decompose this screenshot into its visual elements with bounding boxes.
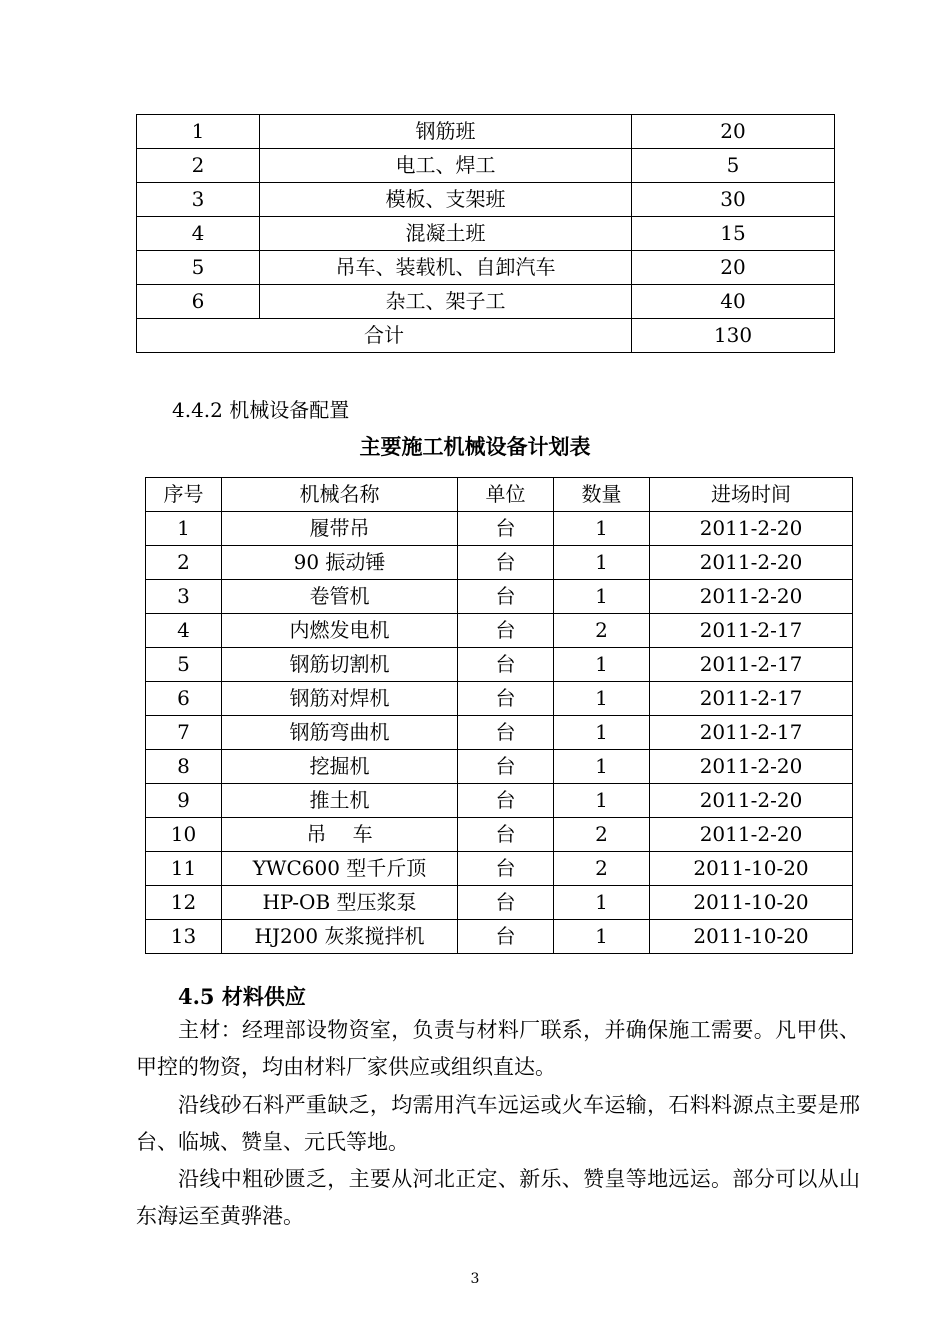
row-number: 8 — [146, 750, 222, 784]
unit: 台 — [458, 784, 554, 818]
entry-date: 2011-2-20 — [650, 580, 853, 614]
crew-name: 杂工、架子工 — [260, 285, 632, 319]
paragraph-sand-supply: 沿线中粗砂匮乏，主要从河北正定、新乐、赞皇等地远运。部分可以从山东海运至黄骅港。 — [136, 1167, 860, 1228]
table-row — [146, 580, 853, 614]
row-number: 6 — [146, 682, 222, 716]
table-row — [146, 750, 853, 784]
table-row — [146, 818, 853, 852]
machine-name: 钢筋对焊机 — [222, 682, 458, 716]
unit: 台 — [458, 682, 554, 716]
header-cell: 序号 — [146, 478, 222, 512]
quantity: 1 — [554, 580, 650, 614]
section-heading-4-5: 4.5 材料供应 — [178, 984, 306, 1009]
crew-count: 40 — [632, 285, 835, 319]
crew-name: 钢筋班 — [260, 115, 632, 149]
crew-count: 20 — [632, 115, 835, 149]
machine-name: 挖掘机 — [222, 750, 458, 784]
crew-name: 电工、焊工 — [260, 149, 632, 183]
paragraph-gravel-supply: 沿线砂石料严重缺乏，均需用汽车远运或火车运输，石料料源点主要是邢台、临城、赞皇、元氏等地。 — [136, 1093, 860, 1154]
row-number: 9 — [146, 784, 222, 818]
entry-date: 2011-2-17 — [650, 648, 853, 682]
unit: 台 — [458, 920, 554, 954]
table-row — [146, 614, 853, 648]
row-number: 11 — [146, 852, 222, 886]
unit: 台 — [458, 750, 554, 784]
quantity: 1 — [554, 716, 650, 750]
row-number: 5 — [146, 648, 222, 682]
machine-name: HP-OB 型压浆泵 — [222, 886, 458, 920]
quantity: 1 — [554, 546, 650, 580]
row-number: 4 — [146, 614, 222, 648]
quantity: 1 — [554, 750, 650, 784]
equipment-table-title: 主要施工机械设备计划表 — [359, 434, 591, 459]
machine-name: 内燃发电机 — [222, 614, 458, 648]
crew-name: 吊车、装载机、自卸汽车 — [260, 251, 632, 285]
row-number: 2 — [137, 149, 260, 183]
entry-date: 2011-10-20 — [650, 886, 853, 920]
total-value: 130 — [632, 319, 835, 353]
table-row — [146, 546, 853, 580]
row-number: 5 — [137, 251, 260, 285]
row-number: 13 — [146, 920, 222, 954]
machine-name: 推土机 — [222, 784, 458, 818]
machine-name: HJ200 灰浆搅拌机 — [222, 920, 458, 954]
entry-date: 2011-10-20 — [650, 852, 853, 886]
table-row — [137, 183, 835, 217]
crew-count: 15 — [632, 217, 835, 251]
entry-date: 2011-2-20 — [650, 512, 853, 546]
table-row — [146, 512, 853, 546]
crew-name: 模板、支架班 — [260, 183, 632, 217]
unit: 台 — [458, 512, 554, 546]
total-row — [137, 319, 835, 353]
table-row — [137, 115, 835, 149]
row-number: 1 — [137, 115, 260, 149]
quantity: 1 — [554, 682, 650, 716]
unit: 台 — [458, 818, 554, 852]
table-row — [146, 852, 853, 886]
quantity: 1 — [554, 512, 650, 546]
unit: 台 — [458, 716, 554, 750]
machine-name: 钢筋切割机 — [222, 648, 458, 682]
entry-date: 2011-2-17 — [650, 682, 853, 716]
row-number: 4 — [137, 217, 260, 251]
table-row — [137, 251, 835, 285]
unit: 台 — [458, 648, 554, 682]
section-heading-4-4-2: 4.4.2 机械设备配置 — [172, 398, 350, 422]
page-number: 3 — [470, 1271, 480, 1287]
quantity: 1 — [554, 886, 650, 920]
quantity: 2 — [554, 614, 650, 648]
entry-date: 2011-2-20 — [650, 818, 853, 852]
table-row — [146, 920, 853, 954]
unit: 台 — [458, 614, 554, 648]
table-row — [146, 716, 853, 750]
machine-name: 90 振动锤 — [222, 546, 458, 580]
total-label: 合计 — [137, 319, 632, 353]
machine-name: 吊 车 — [222, 818, 458, 852]
row-number: 12 — [146, 886, 222, 920]
crew-count: 20 — [632, 251, 835, 285]
quantity: 2 — [554, 818, 650, 852]
unit: 台 — [458, 886, 554, 920]
header-cell: 机械名称 — [222, 478, 458, 512]
unit: 台 — [458, 546, 554, 580]
row-number: 1 — [146, 512, 222, 546]
machine-name: YWC600 型千斤顶 — [222, 852, 458, 886]
row-number: 2 — [146, 546, 222, 580]
table-row — [137, 149, 835, 183]
table-row — [146, 648, 853, 682]
machine-name: 钢筋弯曲机 — [222, 716, 458, 750]
table-row — [137, 285, 835, 319]
row-number: 7 — [146, 716, 222, 750]
paragraph-main-materials: 主材：经理部设物资室，负责与材料厂联系，并确保施工需要。凡甲供、甲控的物资，均由材料厂家供应或组织直达。 — [136, 1018, 860, 1079]
machine-name: 卷管机 — [222, 580, 458, 614]
unit: 台 — [458, 852, 554, 886]
quantity: 1 — [554, 920, 650, 954]
entry-date: 2011-2-20 — [650, 546, 853, 580]
quantity: 1 — [554, 784, 650, 818]
entry-date: 2011-10-20 — [650, 920, 853, 954]
entry-date: 2011-2-20 — [650, 784, 853, 818]
unit: 台 — [458, 580, 554, 614]
crew-count: 30 — [632, 183, 835, 217]
quantity: 2 — [554, 852, 650, 886]
crew-name: 混凝土班 — [260, 217, 632, 251]
header-cell: 进场时间 — [650, 478, 853, 512]
machine-name: 履带吊 — [222, 512, 458, 546]
table-row — [146, 682, 853, 716]
table-row — [146, 886, 853, 920]
table-row — [137, 217, 835, 251]
header-cell: 数量 — [554, 478, 650, 512]
row-number: 10 — [146, 818, 222, 852]
labor-table — [136, 114, 835, 353]
equipment-table — [145, 477, 853, 954]
quantity: 1 — [554, 648, 650, 682]
row-number: 3 — [137, 183, 260, 217]
entry-date: 2011-2-20 — [650, 750, 853, 784]
table-row — [146, 784, 853, 818]
table-header-row — [146, 478, 853, 512]
crew-count: 5 — [632, 149, 835, 183]
row-number: 6 — [137, 285, 260, 319]
entry-date: 2011-2-17 — [650, 614, 853, 648]
header-cell: 单位 — [458, 478, 554, 512]
entry-date: 2011-2-17 — [650, 716, 853, 750]
row-number: 3 — [146, 580, 222, 614]
